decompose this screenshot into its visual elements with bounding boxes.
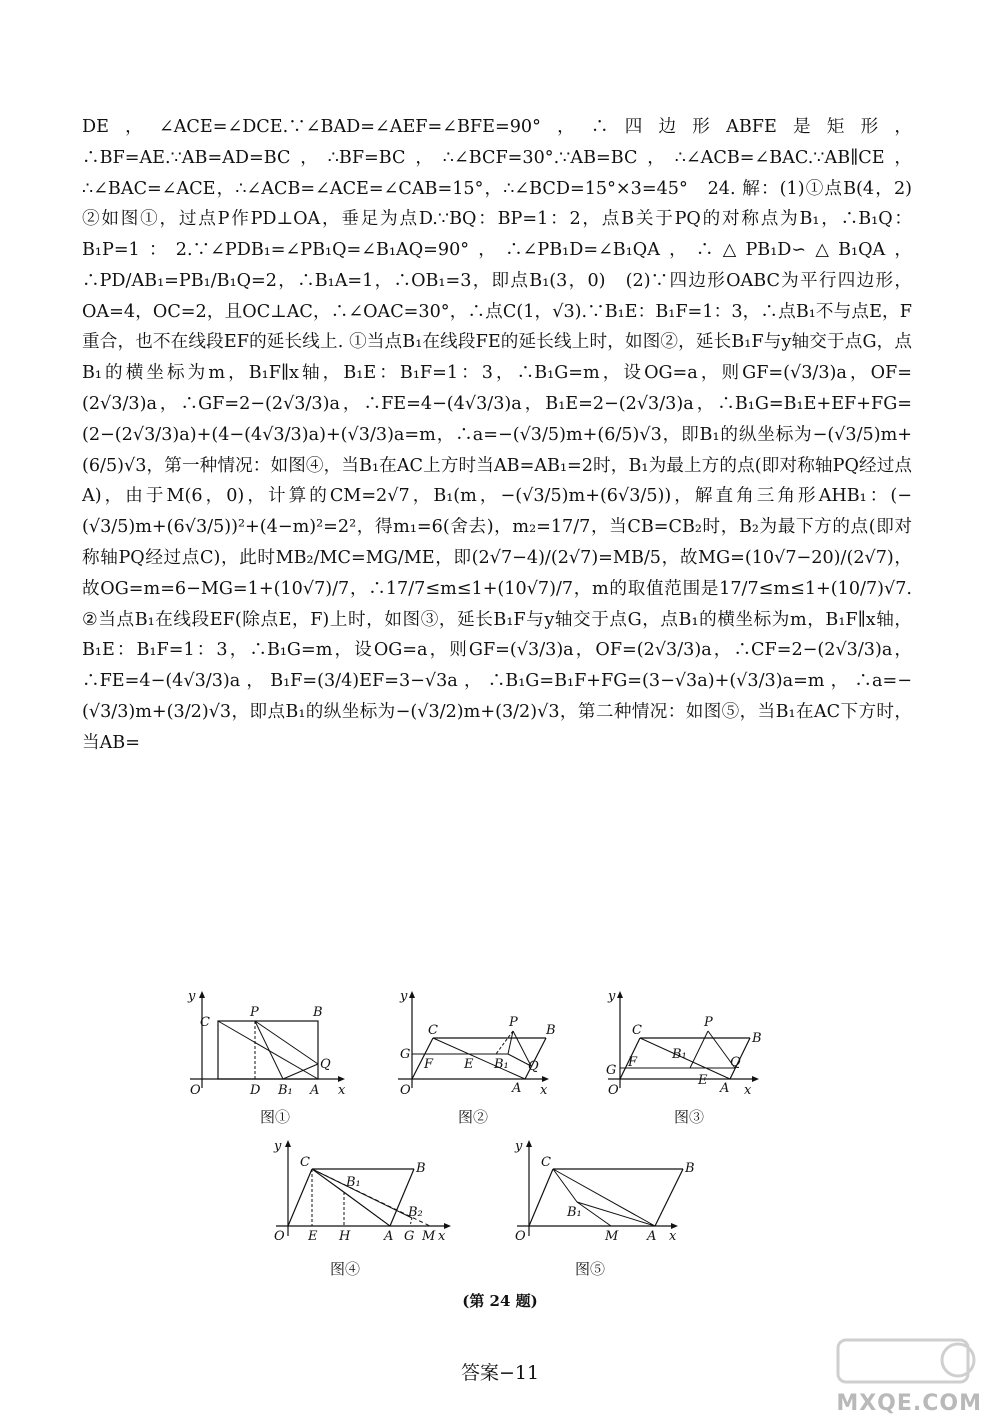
fig2-label-y: y: [400, 989, 408, 1004]
fig2-label-E: E: [464, 1057, 474, 1072]
fig4-label-x: x: [438, 1229, 446, 1244]
figure-3-diagram: [600, 988, 770, 1103]
fig4-label-y: y: [274, 1139, 282, 1154]
figure-1: [180, 988, 350, 1126]
fig4-label-E: E: [308, 1229, 318, 1244]
fig1-label-y: y: [188, 989, 196, 1004]
problem-caption: (第 24 题): [462, 1292, 538, 1310]
fig5-label-y: y: [515, 1139, 523, 1154]
fig3-label-B1: B₁: [672, 1047, 687, 1062]
fig5-label-B: B: [685, 1161, 695, 1176]
fig2-label-O: O: [400, 1083, 411, 1098]
fig3-label-x: x: [744, 1083, 752, 1098]
fig2-label-x: x: [540, 1083, 548, 1098]
fig4-label-G: G: [404, 1229, 415, 1244]
fig4-label-M: M: [422, 1229, 436, 1244]
fig1-label-D: D: [250, 1083, 261, 1098]
fig3-label-F: F: [628, 1055, 638, 1070]
figure-2-diagram: [388, 988, 558, 1103]
fig3-label-O: O: [608, 1083, 619, 1098]
fig2-label-F: F: [424, 1057, 434, 1072]
fig5-label-x: x: [669, 1229, 677, 1244]
fig5-label-O: O: [515, 1229, 526, 1244]
figure-3: [600, 988, 770, 1126]
fig3-label-P: P: [704, 1015, 713, 1030]
fig4-label-C: C: [300, 1155, 310, 1170]
fig4-label-B1: B₁: [346, 1175, 361, 1190]
fig1-label-A: A: [310, 1083, 320, 1098]
figure-5-caption: 图⑤: [574, 1260, 605, 1278]
figures-area: [0, 988, 1000, 1318]
fig1-label-Q: Q: [320, 1057, 331, 1072]
fig3-label-E: E: [698, 1073, 708, 1088]
fig1-label-O: O: [190, 1083, 201, 1098]
fig3-label-C: C: [632, 1023, 642, 1038]
figure-5: [505, 1136, 705, 1278]
page-footer: 答案−11: [460, 1362, 540, 1384]
fig2-label-B1: B₁: [494, 1057, 509, 1072]
fig1-label-B: B: [313, 1005, 323, 1020]
fig3-label-A: A: [720, 1081, 730, 1096]
figure-1-caption: 图①: [259, 1108, 290, 1126]
fig4-label-A: A: [384, 1229, 394, 1244]
figure-5-diagram: [505, 1136, 705, 1246]
figure-2: [388, 988, 558, 1126]
fig3-label-B: B: [752, 1031, 762, 1046]
fig5-label-C: C: [541, 1155, 551, 1170]
fig3-label-y: y: [608, 989, 616, 1004]
fig1-label-B1: B₁: [278, 1083, 293, 1098]
fig5-label-B1: B₁: [567, 1205, 582, 1220]
fig4-label-O: O: [274, 1229, 285, 1244]
figure-4-caption: 图④: [329, 1260, 360, 1278]
fig1-label-C: C: [200, 1015, 210, 1030]
fig4-label-B: B: [416, 1161, 426, 1176]
fig5-label-M: M: [605, 1229, 619, 1244]
fig1-label-P: P: [250, 1005, 259, 1020]
figure-4: [262, 1136, 462, 1278]
fig3-label-Q: Q: [730, 1055, 741, 1070]
fig2-label-G: G: [400, 1047, 411, 1062]
fig3-label-G: G: [606, 1063, 617, 1078]
fig2-label-C: C: [428, 1023, 438, 1038]
figure-3-caption: 图③: [673, 1108, 704, 1126]
fig5-label-A: A: [647, 1229, 657, 1244]
fig4-label-B2: B₂: [408, 1205, 423, 1220]
fig4-label-H: H: [339, 1229, 351, 1244]
fig2-label-Q: Q: [528, 1059, 539, 1074]
fig2-label-A: A: [512, 1081, 522, 1096]
fig2-label-B: B: [546, 1023, 556, 1038]
figure-4-diagram: [262, 1136, 462, 1246]
figure-1-diagram: [180, 988, 350, 1103]
solution-paragraph: DE，∠ACE=∠DCE.∵∠BAD=∠AEF=∠BFE=90°，∴四边形ABFE是矩形，∴BF=AE.∵AB=AD=BC，∴BF=BC，∴∠BCF=30°.∵AB=BC，∴∠ACB=∠BAC.∵AB∥CE，∴∠BAC=∠ACE，∴∠ACB=∠ACE=∠CAB=15°，∴∠BCD=15°×3=45° 24. 解：(1)①点B(4，2) ②如图①，过点P作PD⊥OA，垂足为点D.∵BQ：BP=1：2，点B关于PQ的对称点为B₁，∴B₁Q：B₁P=1：2.∵∠PDB₁=∠PB₁Q=∠B₁AQ=90°，∴∠PB₁D=∠B₁QA，∴△PB₁D∽△B₁QA，∴PD/AB₁=PB₁/B₁Q=2，∴B₁A=1，∴OB₁=3，即点B₁(3，0) (2)∵四边形OABC为平行四边形，OA=4，OC=2，且OC⊥AC，∴∠OAC=30°，∴点C(1，√3).∵B₁E：B₁F=1：3，∴点B₁不与点E，F重合，也不在线段EF的延长线上. ①当点B₁在线段FE的延长线上时，如图②，延长B₁F与y轴交于点G，点B₁的横坐标为m，B₁F∥x轴，B₁E：B₁F=1：3，∴B₁G=m，设OG=a，则GF=(√3/3)a，OF=(2√3/3)a，∴GF=2−(2√3/3)a，∴FE=4−(4√3/3)a，B₁E=2−(2√3/3)a，∴B₁G=B₁E+EF+FG=(2−(2√3/3)a)+(4−(4√3/3)a)+(√3/3)a=m，∴a=−(√3/5)m+(6/5)√3，即B₁的纵坐标为−(√3/5)m+(6/5)√3，第一种情况：如图④，当B₁在AC上方时当AB=AB₁=2时，B₁为最上方的点(即对称轴PQ经过点A)，由于M(6，0)，计算的CM=2√7，B₁(m，−(√3/5)m+(6√3/5))，解直角三角形AHB₁：(−(√3/5)m+(6√3/5))²+(4−m)²=2²，得m₁=6(舍去)，m₂=17/7，当CB=CB₂时，B₂为最下方的点(即对称轴PQ经过点C)，此时MB₂/MC=MG/ME，即(2√7−4)/(2√7)=MB/5，故MG=(10√7−20)/(2√7)，故OG=m=6−MG=1+(10√7)/7，∴17/7≤m≤1+(10√7)/7，m的取值范围是17/7≤m≤1+(10/7)√7. ②当点B₁在线段EF(除点E，F)上时，如图③，延长B₁F与y轴交于点G，点B₁的横坐标为m，B₁F∥x轴，B₁E：B₁F=1：3，∴B₁G=m，设OG=a，则GF=(√3/3)a，OF=(2√3/3)a，∴CF=2−(2√3/3)a，∴FE=4−(4√3/3)a，B₁F=(3/4)EF=3−√3a，∴B₁G=B₁F+FG=(3−√3a)+(√3/3)a=m，∴a=−(√3/3)m+(3/2)√3，即点B₁的纵坐标为−(√3/2)m+(3/2)√3，第二种情况：如图⑤，当B₁在AC下方时，当AB=: [82, 117, 930, 753]
fig2-label-P: P: [509, 1015, 518, 1030]
fig1-label-x: x: [338, 1083, 346, 1098]
solution-text: [82, 112, 930, 759]
watermark-text: MXQE.COM: [836, 1391, 982, 1416]
figure-2-caption: 图②: [457, 1108, 488, 1126]
